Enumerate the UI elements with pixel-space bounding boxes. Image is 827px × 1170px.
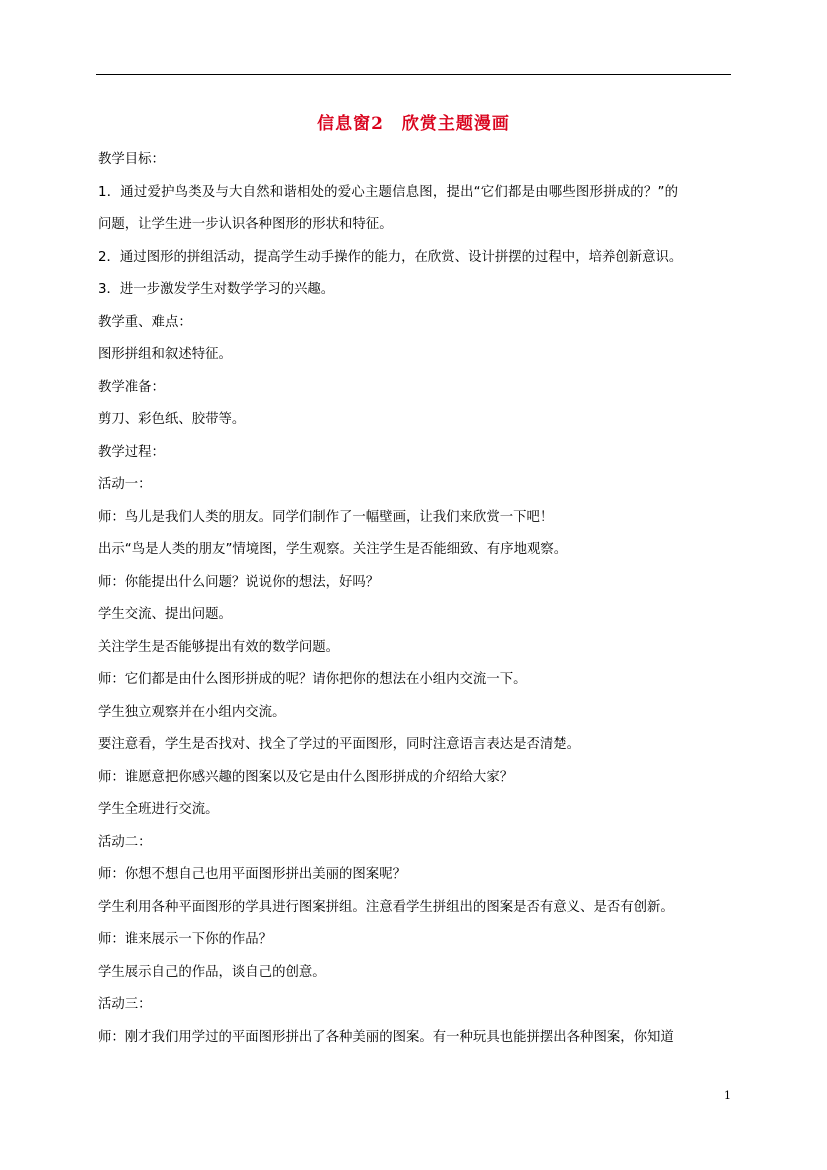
body-line: 1．通过爱护鸟类及与大自然和谐相处的爱心主题信息图，提出“它们都是由哪些图形拼成的？”的	[98, 184, 679, 200]
body-line: 3．进一步激发学生对数学学习的兴趣。	[98, 282, 335, 297]
body-line: 教学重、难点：	[98, 314, 192, 330]
body-line: 师：你想不想自己也用平面图形拼出美丽的图案呢？	[98, 867, 406, 882]
body-line: 关注学生是否能够提出有效的数学问题。	[98, 639, 340, 655]
body-line: 学生全班进行交流。	[98, 802, 219, 817]
header-rule	[96, 74, 731, 75]
body-line: 活动二：	[98, 834, 152, 850]
body-line: 学生独立观察并在小组内交流。	[98, 704, 286, 720]
body-line: 活动一：	[98, 477, 152, 492]
document-title: 信息窗2 欣赏主题漫画	[317, 114, 510, 134]
body-line: 问题，让学生进一步认识各种图形的形状和特征。	[98, 217, 393, 232]
body-line: 2．通过图形的拼组活动，提高学生动手操作的能力，在欣赏、设计拼摆的过程中，培养创新意识。	[98, 249, 683, 265]
body-line: 师：它们都是由什么图形拼成的呢？请你把你的想法在小组内交流一下。	[98, 672, 527, 687]
body-line: 师：谁来展示一下你的作品？	[98, 932, 273, 947]
body-line: 师：谁愿意把你感兴趣的图案以及它是由什么图形拼成的介绍给大家？	[98, 769, 514, 785]
body-line: 师：刚才我们用学过的平面图形拼出了各种美丽的图案。有一种玩具也能拼摆出各种图案，你知道	[98, 1029, 674, 1045]
body-line: 出示“鸟是人类的朋友”情境图，学生观察。关注学生是否能细致、有序地观察。	[98, 542, 568, 557]
page-number: 1	[724, 1089, 731, 1102]
body-line: 教学过程：	[98, 444, 165, 460]
body-line: 学生利用各种平面图形的学具进行图案拼组。注意看学生拼组出的图案是否有意义、是否有创新。	[98, 899, 674, 915]
document-body	[98, 148, 732, 1058]
body-line: 剪刀、彩色纸、胶带等。	[98, 412, 246, 427]
body-line: 师：鸟儿是我们人类的朋友。同学们制作了一幅壁画，让我们来欣赏一下吧！	[98, 509, 554, 525]
body-line: 教学目标：	[98, 152, 165, 167]
body-line: 学生交流、提出问题。	[98, 607, 232, 622]
body-line: 图形拼组和叙述特征。	[98, 347, 232, 362]
body-line: 活动三：	[98, 997, 152, 1012]
body-line: 学生展示自己的作品，谈自己的创意。	[98, 964, 326, 980]
body-line: 教学准备：	[98, 379, 165, 395]
body-line: 要注意看，学生是否找对、找全了学过的平面图形，同时注意语言表达是否清楚。	[98, 737, 581, 752]
body-line: 师：你能提出什么问题？说说你的想法，好吗？	[98, 574, 380, 590]
